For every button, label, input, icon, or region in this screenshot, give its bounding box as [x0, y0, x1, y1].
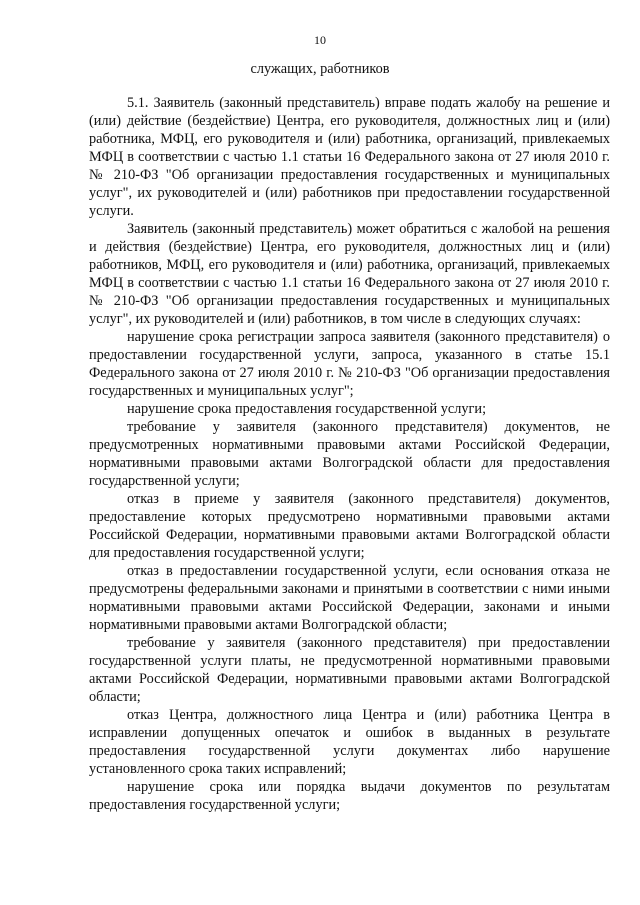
case-registration-violation: нарушение срока регистрации запроса заявителя (законного представителя) о предоставлении государственной услуги, запроса, указанного в статье 15.1 Федерального закона от 27 июля 2010 г. № 210-ФЗ "Об организации предоставления государственных и муниципальных услуг"; — [89, 329, 610, 399]
body-text — [89, 94, 610, 814]
section-heading-continuation: служащих, работников — [250, 61, 390, 77]
page-number: 10 — [314, 33, 326, 47]
paragraph-complaint-cases: Заявитель (законный представитель) может обратиться с жалобой на решения и действия (бездействие) Центра, его руководителя, должностных лиц и (или) работников, МФЦ, его руководителя и (или) работника, организаций, привлекаемых МФЦ в соответствии с частью 1.1 статьи 16 Федерального закона от 27 июля 2010 г. № 210-ФЗ "Об организации предоставления государственных и муниципальных услуг", их руководителей и (или) работников, в том числе в следующих случаях: — [89, 221, 610, 327]
case-refused-acceptance: отказ в приеме у заявителя (законного представителя) документов, предоставление которых предусмотрено нормативными правовыми актами Российской Федерации, нормативными правовыми актами Волгоградской области для предоставления государственной услуги; — [89, 491, 610, 561]
case-refused-service: отказ в предоставлении государственной услуги, если основания отказа не предусмотрены федеральными законами и принятыми в соответствии с ними иными нормативными правовыми актами Российской Федерации, законами и иными нормативными правовыми актами Волгоградской области; — [89, 563, 610, 633]
case-unlawful-fee: требование у заявителя (законного представителя) при предоставлении государственной услуги платы, не предусмотренной нормативными правовыми актами Российской Федерации, нормативными правовыми актами Волгоградской области; — [89, 635, 610, 705]
case-excess-documents: требование у заявителя (законного представителя) документов, не предусмотренных нормативными правовыми актами Российской Федерации, нормативными правовыми актами Волгоградской области для предоставления государственной услуги; — [89, 419, 610, 489]
case-deadline-violation: нарушение срока предоставления государственной услуги; — [127, 401, 487, 417]
case-issuance-violation: нарушение срока или порядка выдачи документов по результатам предоставления государственной услуги; — [89, 779, 610, 813]
paragraph-5-1: 5.1. Заявитель (законный представитель) вправе подать жалобу на решение и (или) действие (бездействие) Центра, его руководителя, должностных лиц и (или) работника, МФЦ, его руководителя и (или) работника, организаций, привлекаемых МФЦ в соответствии с частью 1.1 статьи 16 Федерального закона от 27 июля 2010 г. № 210-ФЗ "Об организации предоставления государственных и муниципальных услуг", их руководителей и (или) работников при предоставлении государственной услуги. — [89, 95, 610, 219]
case-refused-correction: отказ Центра, должностного лица Центра и (или) работника Центра в исправлении допущенных опечаток и ошибок в выданных в результате предоставления государственной услуги документах либо нарушение установленного срока таких исправлений; — [89, 707, 610, 777]
